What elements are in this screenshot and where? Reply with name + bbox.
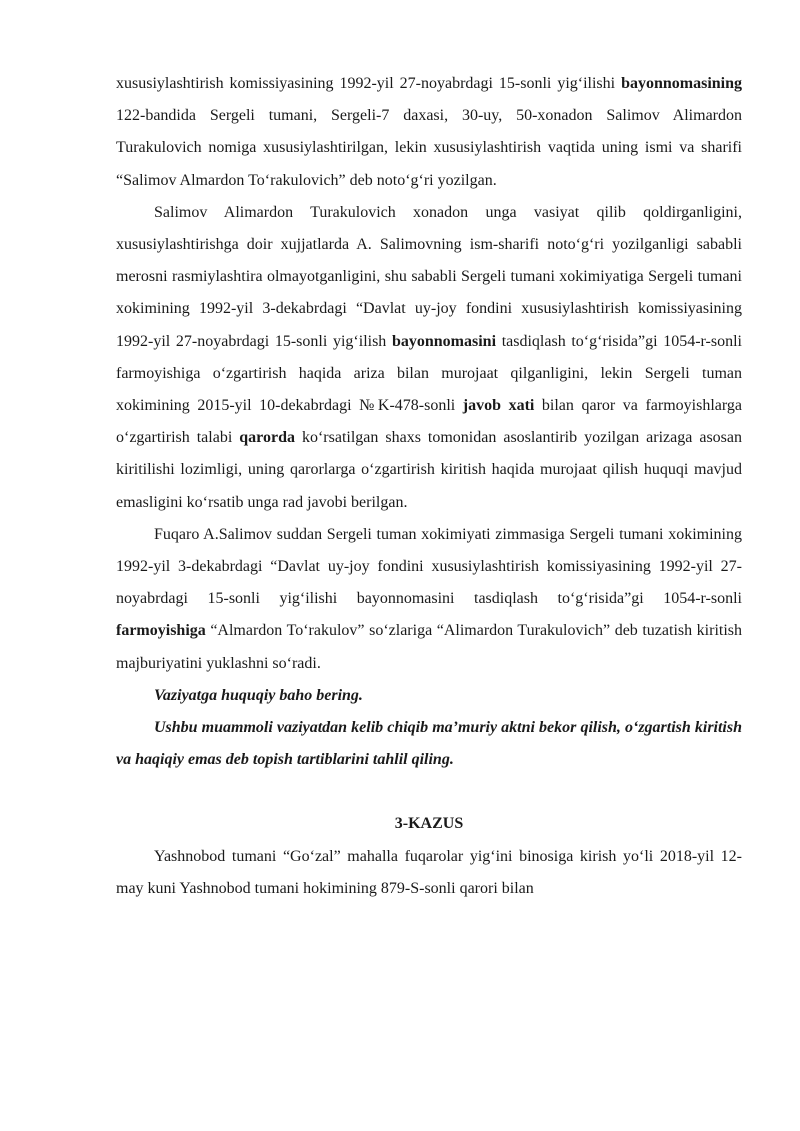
paragraph-3	[116, 519, 742, 680]
paragraph-3-text-b: “Almardon To‘rakulov” so‘zlariga “Alimardon Turakulovich” deb tuzatish kiritish majburiyatini yuklashni so‘radi.	[116, 622, 742, 672]
paragraph-2-text-c: bilan qaror va farmoyishlarga o‘zgartirish talabi	[116, 397, 743, 447]
document-body	[116, 68, 742, 905]
paragraph-1-bold-bayonnomasining: bayonnomasining	[621, 75, 742, 92]
paragraph-3-bold-farmoyishiga: farmoyishiga	[116, 622, 206, 640]
paragraph-2	[116, 197, 742, 519]
paragraph-2-bold-javob-xati: javob xati	[462, 397, 535, 415]
paragraph-2-text-a: Salimov Alimardon Turakulovich xonadon unga vasiyat qilib qoldirganligini, xususiylashtirishga doir xujjatlarda A. Salimovning ism-sharifi noto‘g‘ri yozilganligi sababli merosni rasmiylashtira olmayotganligini, shu sababli Sergeli tumani xokimiyatiga Sergeli tumani xokimining 1992-yil 3-dekabrdagi “Davlat uy-joy fondini xususiylashtirish komissiyasining 1992-yil 27-noyabrdagi 15-sonli yig‘ilish	[116, 203, 742, 350]
paragraph-2-text-d: ko‘rsatilgan shaxs tomonidan asoslantirib yozilgan arizaga asosan kiritilishi lozimligi, uning qarorlarga o‘zgartirish kiritish haqida murojaat qilish huquqi mavjud emasligini ko‘rsatib unga rad javobi berilgan.	[116, 429, 742, 511]
paragraph-1-text-a: xususiylashtirish komissiyasining 1992-yil 27-noyabrdagi 15-sonli yig‘ilishi	[116, 75, 622, 92]
paragraph-1	[116, 68, 742, 197]
task-1: Vaziyatga huquqiy baho bering.	[154, 686, 363, 704]
paragraph-4: Yashnobod tumani “Go‘zal” mahalla fuqarolar yig‘ini binosiga kirish yo‘li 2018-yil 12-may kuni Yashnobod tumani hokimining 879-S-sonli qarori bilan	[116, 847, 742, 897]
paragraph-1-text-b: 122-bandida Sergeli tumani, Sergeli-7 daxasi, 30-uy, 50-xonadon Salimov Alimardon Turakulovich nomiga xususiylashtirilgan, lekin xususiylashtirish vaqtida uning ismi va sharifi “Salimov Almardon To‘rakulovich” deb noto‘g‘ri yozilgan.	[116, 107, 742, 189]
paragraph-3-text-a: Fuqaro A.Salimov suddan Sergeli tuman xokimiyati zimmasiga Sergeli tumani xokimining 1992-yil 3-dekabrdagi “Davlat uy-joy fondini xususiylashtirish komissiyasining 1992-yil 27-noyabrdagi 15-sonli yig‘ilishi bayonnomasini tasdiqlash to‘g‘risida”gi 1054-r-sonli	[116, 525, 742, 608]
task-2: Ushbu muammoli vaziyatdan kelib chiqib ma’muriy aktni bekor qilish, o‘zgartish kiritish va haqiqiy emas deb topish tartiblarini tahlil qiling.	[116, 719, 742, 769]
paragraph-2-bold-qarorda: qarorda	[239, 429, 295, 447]
paragraph-2-bold-bayonnomasini: bayonnomasini	[391, 332, 497, 350]
paragraph-2-text-b: tasdiqlash to‘g‘risida”gi 1054-r-sonli farmoyishiga o‘zgartirish haqida ariza bilan murojaat qilganligini, lekin Sergeli tuman xokimining 2015-yil 10-dekabrdagi №K-478-sonli	[116, 332, 743, 415]
case-heading: 3-KAZUS	[394, 815, 464, 833]
